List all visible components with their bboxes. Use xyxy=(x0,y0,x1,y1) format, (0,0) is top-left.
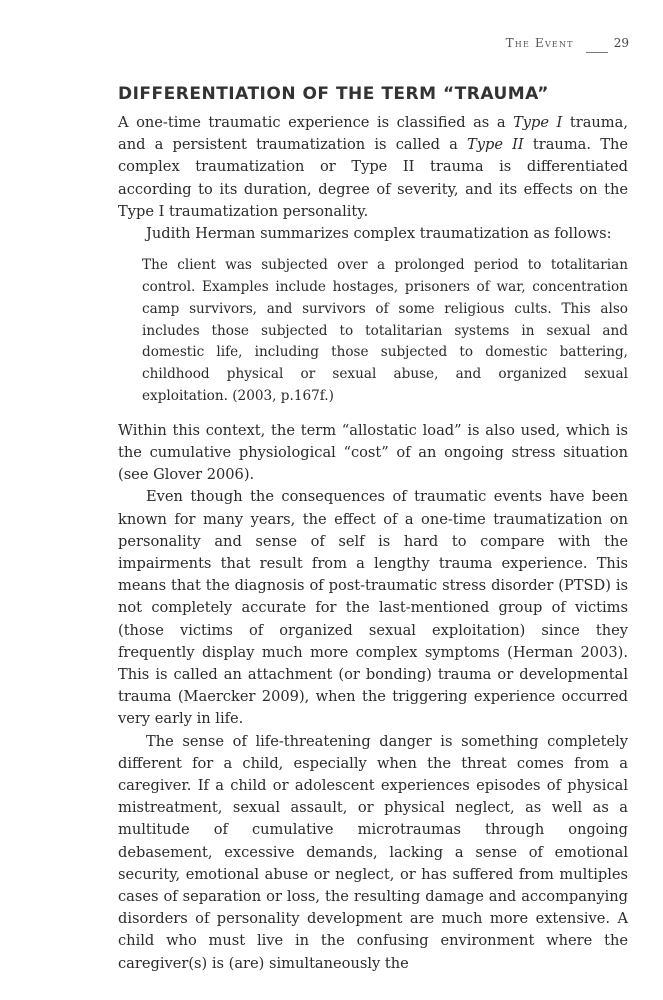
running-head-rule xyxy=(586,52,608,53)
running-head-title: The Event xyxy=(505,36,574,50)
block-quote: The client was subjected over a prolonged period to totalitarian control. Examples include hostages, prisoners of war, concentration camp survivors, and survivors of some religious cults. This also includes those subjected to totalitarian systems in sexual and domestic life, including those subjected to domestic battering, childhood physical or sexual abuse, and organized sexual exploitation. (2003, p.167f.) xyxy=(142,257,628,404)
paragraph-5: The sense of life-threatening danger is something completely different for a child, especially when the threat comes from a caregiver. If a child or adolescent experiences episodes of physical mistreatment, sexual assault, or physical neglect, as well as a multitude of cumulative microtraumas through ongoing debasement, excessive demands, lacking a sense of emotional security, emotional abuse or neglect, or has suffered from multiples cases of separation or loss, the resulting damage and accompanying disorders of personality development are much more extensive. A child who must live in the confusing environment where the caregiver(s) is (are) simultaneously the xyxy=(118,732,628,972)
paragraph-2: Judith Herman summarizes complex traumatization as follows: xyxy=(146,225,612,243)
paragraph-1-text-b: trauma, and a persistent traumatization is called a xyxy=(118,114,628,154)
page-body xyxy=(118,84,628,975)
paragraph-1 xyxy=(118,112,628,223)
type-2-term: Type II xyxy=(467,136,524,154)
paragraph-3: Within this context, the term “allostatic load” is also used, which is the cumulative physiological “cost” of an ongoing stress situation (see Glover 2006). xyxy=(118,421,628,484)
paragraph-1-text-c: trauma. The complex traumatization or Type II trauma is differentiated according to its duration, degree of severity, and its effects on the Type I traumatization personality. xyxy=(118,136,628,220)
type-1-term: Type I xyxy=(513,114,563,131)
paragraph-4: Even though the consequences of traumatic events have been known for many years, the effect of a one-time traumatization on personality and sense of self is hard to compare with the impairments that result from a lengthy trauma experience. This means that the diagnosis of post-traumatic stress disorder (PTSD) is not completely accurate for the last-mentioned group of victims (those victims of organized sexual exploitation) since they frequently display much more complex symptoms (Herman 2003). This is called an attachment (or bonding) trauma or developmental trauma (Maercker 2009), when the triggering experience occurred very early in life. xyxy=(118,488,628,728)
paragraph-1-text-a: A one-time traumatic experience is classified as a xyxy=(118,114,514,131)
page-number: 29 xyxy=(613,36,629,50)
section-heading: DIFFERENTIATION OF THE TERM “TRAUMA” xyxy=(118,84,549,104)
running-head xyxy=(506,36,629,50)
